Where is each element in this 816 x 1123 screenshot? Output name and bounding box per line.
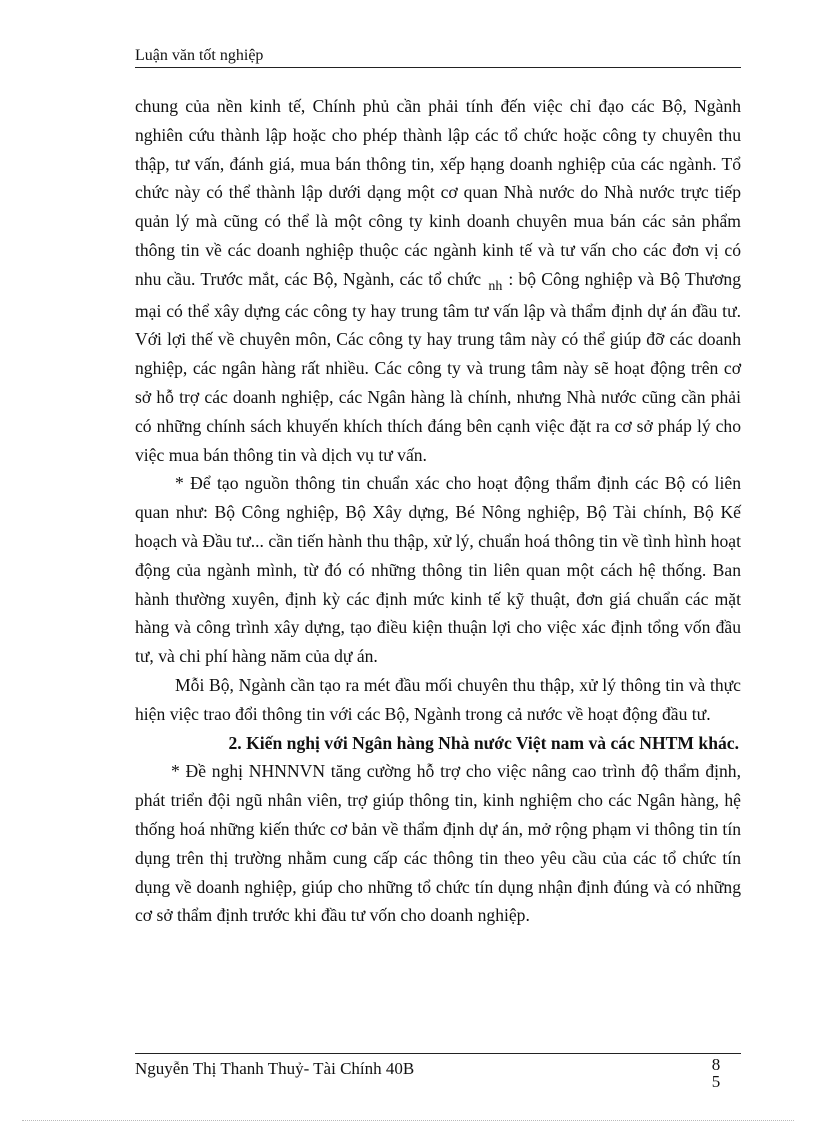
section-heading: 2. Kiến nghị với Ngân hàng Nhà nước Việt nam và các NHTM khác. bbox=[228, 732, 739, 753]
paragraph-4: * Đề nghị NHNNVN tăng cường hỗ trợ cho việc nâng cao trình độ thẩm định, phát triển đội ngũ nhân viên, trợ giúp thông tin, kinh nghiệm cho các Ngân hàng, hệ thống hoá những kiến thức cơ bản về thẩm định dự án, mở rộng phạm vi thông tin tín dụng trên thị trường nhằm cung cấp các thông tin theo yêu cầu của các tổ chức tín dụng về doanh nghiệp, giúp cho những tổ chức tín dụng nhận định đúng và có những cơ sở thẩm định trước khi đầu tư vốn cho doanh nghiệp. bbox=[135, 761, 741, 926]
paragraph-1-text-b: : bộ Công nghiệp và Bộ Thương mại có thể xây dựng các công ty hay trung tâm tư vấn lập và thẩm định dự án đầu tư. Với lợi thế về chuyên môn, Các công ty hay trung tâm này có thể giúp đỡ các doanh nghiệp, các ngân hàng rất nhiều. Các công ty và trung tâm này sẽ hoạt động trên cơ sở hỗ trợ các doanh nghiệp, các Ngân hàng là chính, nhưng Nhà nước cũng cần phải có những chính sách khuyến khích thích đáng bên cạnh việc đặt ra cơ sở pháp lý cho việc mua bán thông tin và dịch vụ tư vấn. bbox=[135, 268, 741, 465]
footer-divider bbox=[135, 1053, 741, 1054]
document-body bbox=[135, 92, 741, 930]
running-header: Luận văn tốt nghiệp bbox=[135, 47, 264, 64]
page-number bbox=[701, 1056, 731, 1090]
paragraph-1 bbox=[135, 92, 741, 469]
page-number-line-1: 8 bbox=[711, 1055, 721, 1074]
paragraph-1-text-a: chung của nền kinh tế, Chính phủ cần phải tính đến việc chỉ đạo các Bộ, Ngành nghiên cứu thành lập hoặc cho phép thành lập các tổ chức hoặc công ty chuyên thu thập, tư vấn, đánh giá, mua bán thông tin, xếp hạng doanh nghiệp của các ngành. Tổ chức này có thể thành lập dưới dạng một cơ quan Nhà nước do Nhà nước trực tiếp quản lý mà cũng có thể là một công ty kinh doanh chuyên mua bán các sản phẩm thông tin về các doanh nghiệp thuộc các ngành kinh tế và tư vấn cho các đơn vị có nhu cầu. Trước mắt, các Bộ, Ngành, các tổ chức bbox=[135, 96, 741, 289]
footer-author: Nguyễn Thị Thanh Thuỷ- Tài Chính 40B bbox=[135, 1059, 415, 1078]
paragraph-3: Mỗi Bộ, Ngành cần tạo ra mét đầu mối chuyên thu thập, xử lý thông tin và thực hiện việc trao đổi thông tin với các Bộ, Ngành trong cả nước về hoạt động đầu tư. bbox=[135, 674, 741, 724]
paragraph-2: * Để tạo nguồn thông tin chuẩn xác cho hoạt động thẩm định các Bộ có liên quan như: Bộ Công nghiệp, Bộ Xây dựng, Bé Nông nghiệp, Bộ Tài chính, Bộ Kế hoạch và Đầu tư... cần tiến hành thu thập, xử lý, chuẩn hoá thông tin về tình hình hoạt động của ngành mình, từ đó có những thông tin liên quan một cách hệ thống. Ban hành thường xuyên, định kỳ các định mức kinh tế kỹ thuật, đơn giá chuẩn các mặt hàng và công trình xây dựng, tạo điều kiện thuận lợi cho việc xác định tổng vốn đầu tư, và chi phí hàng năm của dự án. bbox=[135, 473, 741, 667]
paragraph-1-subscript: nh bbox=[488, 278, 503, 294]
page-bottom-edge bbox=[22, 1120, 794, 1121]
header-divider bbox=[135, 67, 741, 68]
page-number-line-2: 5 bbox=[711, 1072, 721, 1091]
